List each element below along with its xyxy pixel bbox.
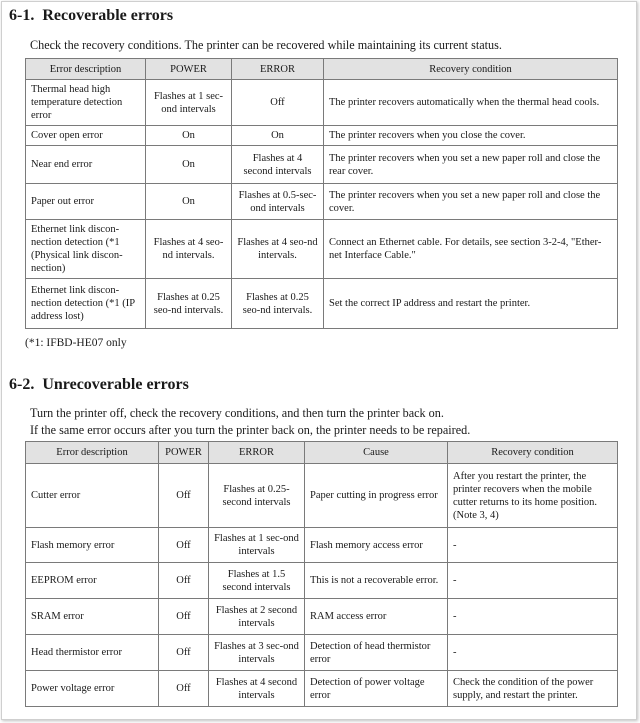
column-header: Error description	[26, 442, 159, 464]
error-description-cell: SRAM error	[26, 599, 159, 635]
recovery-cell: -	[448, 528, 618, 563]
error-cell: Flashes at 4 seo-nd intervals.	[232, 220, 324, 279]
power-cell: Off	[159, 635, 209, 671]
column-header: POWER	[159, 442, 209, 464]
recovery-cell: The printer recovers automatically when the thermal head cools.	[324, 80, 618, 126]
error-cell: Flashes at 4 second intervals	[232, 146, 324, 184]
section-1-number: 6-1.	[9, 7, 35, 24]
column-header: POWER	[146, 59, 232, 80]
cause-cell: Detection of head thermistor error	[305, 635, 448, 671]
section-2-intro-line-1: Turn the printer off, check the recovery conditions, and then turn the printer back on.	[30, 406, 444, 420]
power-cell: Flashes at 0.25 seo-nd intervals.	[146, 279, 232, 329]
recovery-cell: -	[448, 563, 618, 599]
section-2-heading	[9, 376, 189, 394]
error-description-cell: Cover open error	[26, 126, 146, 146]
table-row	[26, 635, 618, 671]
power-cell: Flashes at 1 sec-ond intervals	[146, 80, 232, 126]
recovery-cell: The printer recovers when you set a new paper roll and close the rear cover.	[324, 146, 618, 184]
cause-cell: Flash memory access error	[305, 528, 448, 563]
recovery-cell: The printer recovers when you close the cover.	[324, 126, 618, 146]
recovery-cell: Connect an Ethernet cable. For details, see section 3-2-4, "Ether-net Interface Cable."	[324, 220, 618, 279]
footnote: (*1: IFBD-HE07 only	[25, 337, 127, 349]
section-1-heading	[9, 7, 173, 25]
error-description-cell: Thermal head high temperature detection error	[26, 80, 146, 126]
table-row	[26, 184, 618, 220]
cause-cell: This is not a recoverable error.	[305, 563, 448, 599]
table-row	[26, 126, 618, 146]
column-header: Cause	[305, 442, 448, 464]
power-cell: Off	[159, 599, 209, 635]
error-cell: Flashes at 2 second intervals	[209, 599, 305, 635]
table-row	[26, 464, 618, 528]
power-cell: On	[146, 126, 232, 146]
table-row	[26, 563, 618, 599]
section-2-title: Unrecoverable errors	[42, 376, 189, 393]
column-header: Recovery condition	[324, 59, 618, 80]
table-row	[26, 80, 618, 126]
error-cell: Flashes at 0.5-sec-ond intervals	[232, 184, 324, 220]
section-2-number: 6-2.	[9, 376, 35, 393]
power-cell: On	[146, 146, 232, 184]
error-description-cell: Ethernet link discon-nection detection (*1 (IP address lost)	[26, 279, 146, 329]
error-cell: Flashes at 1 sec-ond intervals	[209, 528, 305, 563]
section-2-intro-line-2: If the same error occurs after you turn the printer back on, the printer needs to be repaired.	[30, 423, 471, 437]
table-row	[26, 671, 618, 707]
power-cell: Off	[159, 528, 209, 563]
error-cell: Flashes at 0.25-second intervals	[209, 464, 305, 528]
error-description-cell: Paper out error	[26, 184, 146, 220]
cause-cell: RAM access error	[305, 599, 448, 635]
table-row	[26, 220, 618, 279]
cause-cell: Paper cutting in progress error	[305, 464, 448, 528]
section-1-intro: Check the recovery conditions. The printer can be recovered while maintaining its current status.	[30, 38, 502, 52]
error-cell: Flashes at 4 second intervals	[209, 671, 305, 707]
error-description-cell: Near end error	[26, 146, 146, 184]
error-description-cell: Ethernet link discon-nection detection (*1 (Physical link discon-nection)	[26, 220, 146, 279]
table-row	[26, 279, 618, 329]
recovery-cell: The printer recovers when you set a new paper roll and close the cover.	[324, 184, 618, 220]
error-cell: Flashes at 1.5 second intervals	[209, 563, 305, 599]
power-cell: Off	[159, 563, 209, 599]
error-cell: Flashes at 3 sec-ond intervals	[209, 635, 305, 671]
table-header-row	[26, 59, 618, 80]
error-description-cell: Flash memory error	[26, 528, 159, 563]
section-1-title: Recoverable errors	[42, 7, 174, 24]
table-header-row	[26, 442, 618, 464]
recovery-cell: -	[448, 599, 618, 635]
column-header: ERROR	[232, 59, 324, 80]
power-cell: Flashes at 4 seo-nd intervals.	[146, 220, 232, 279]
table-row	[26, 146, 618, 184]
recovery-cell: Set the correct IP address and restart the printer.	[324, 279, 618, 329]
table-row	[26, 528, 618, 563]
power-cell: Off	[159, 671, 209, 707]
column-header: Error description	[26, 59, 146, 80]
cause-cell: Detection of power voltage error	[305, 671, 448, 707]
error-description-cell: Power voltage error	[26, 671, 159, 707]
table-row	[26, 599, 618, 635]
power-cell: On	[146, 184, 232, 220]
column-header: Recovery condition	[448, 442, 618, 464]
error-cell: Off	[232, 80, 324, 126]
error-description-cell: Cutter error	[26, 464, 159, 528]
column-header: ERROR	[209, 442, 305, 464]
error-description-cell: EEPROM error	[26, 563, 159, 599]
recovery-cell: Check the condition of the power supply, and restart the printer.	[448, 671, 618, 707]
recoverable-errors-table	[25, 58, 618, 329]
unrecoverable-errors-table	[25, 441, 618, 707]
error-description-cell: Head thermistor error	[26, 635, 159, 671]
error-cell: On	[232, 126, 324, 146]
recovery-cell: -	[448, 635, 618, 671]
power-cell: Off	[159, 464, 209, 528]
error-cell: Flashes at 0.25 seo-nd intervals.	[232, 279, 324, 329]
recovery-cell: After you restart the printer, the printer recovers when the mobile cutter returns to its home position. (Note 3, 4)	[448, 464, 618, 528]
